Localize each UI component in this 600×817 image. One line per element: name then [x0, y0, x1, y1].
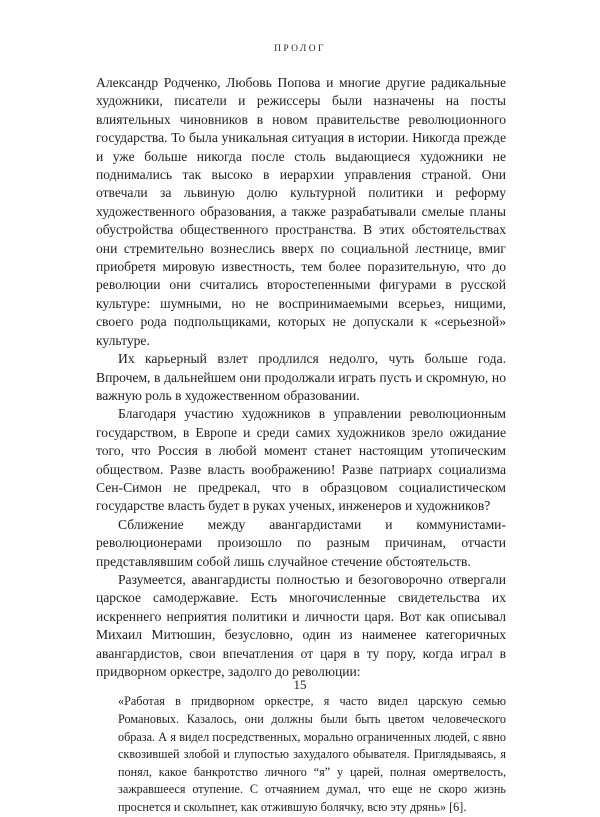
paragraph-1: Александр Родченко, Любовь Попова и многие другие радикальные художники, писатели и режиссеры были назначены на посты влиятельных чиновников в новом правительстве революционного государства. То была уникальная ситуация в истории. Никогда прежде и уже больше никогда после столь выдающиеся художники не поднимались так высоко в иерархии управления страной. Они отвечали за львиную долю культурной политики и реформу художественного образования, а также разрабатывали смелые планы обустройства общественного пространства. В этих обстоятельствах они стремительно вознеслись вверх по социальной лестнице, вмиг приобретя мировую известность, тем более поразительную, что до революции они считались второстепенными фигурами в русской культуре: шумными, но не воспринимаемыми всерьез, нищими, своего рода подпольщиками, которых не допускали к «серьезной» культуре. [96, 75, 506, 348]
paragraph-3: Благодаря участию художников в управлении революционным государством, в Европе и среди самих художников зрело ожидание того, что Россия в любой момент станет настоящим утопическим обществом. Разве власть воображению! Разве патриарх социализма Сен-Симон не предрекал, что в образцовом социалистическом государстве власть будет в руках ученых, инженеров и художников? [96, 406, 506, 514]
paragraph-5: Разумеется, авангардисты полностью и безоговорочно отвергали царское самодержавие. Есть многочисленные свидетельства их искреннего неприятия политики и личности царя. Вот как описывал Михаил Митюшин, безусловно, один из наименее категоричных авангардистов, свои впечатления от царя в ту пору, когда играл в придворном оркестре, задолго до революции: [96, 571, 506, 679]
page-number: 15 [293, 677, 307, 692]
block-quote: «Работая в придворном оркестре, я часто видел царскую семью Романовых. Казалось, они должны были быть цветом человеческого образа. А я видел посредственных, морально ограниченных людей, с явно сквозившей злобой и глупостью захудалого обывателя. Приглядываясь, я понял, какое банкротство личного “я” у царей, полная омертвелость, зажравшееся отупение. С отчаянием думал, что еще не скоро жизнь проснется и скольпнет, как отжившую болячку, всю эту дрянь» [6]. [118, 694, 506, 814]
paragraph-4: Сближение между авангардистами и коммунистами-революционерами произошло по разным причинам, отчасти представлявшим собой лишь случайное стечение обстоятельств. [96, 516, 506, 569]
paragraph-2: Их карьерный взлет продлился недолго, чуть больше года. Впрочем, в дальнейшем они продолжали играть пусть и скромную, но важную роль в художественном образовании. [96, 351, 506, 403]
running-head: ПРОЛОГ [274, 44, 326, 54]
main-text [96, 74, 506, 817]
